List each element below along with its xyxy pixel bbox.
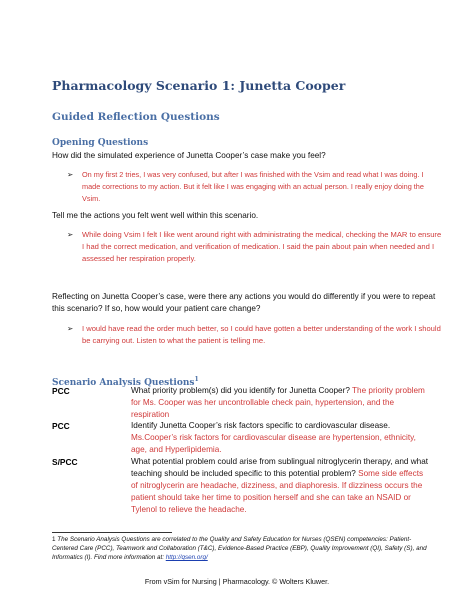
answer-1: On my first 2 tries, I was very confused, but after I was finished with the Vsim and read what I was doing. I made corrections to my action. But it felt like I was engaging with an actual person. I really enjoy doing the Vsim. [82,170,424,203]
scenario-analysis-heading: Scenario Analysis Questions$^1$ [52,376,199,388]
footnote: 1 The Scenario Analysis Questions are correlated to the Quality and Safety Education for Nurses (QSEN) competencies: Patient-Centered Care (PCC), Teamwork and Collaboration (T&C), Evidence-Based Practice (EBP), Quality Improvement (QI), Safety (S), and Informatics (I). Find more information at: http://qsen.org/ [52,536,427,561]
page-title: Pharmacology Scenario 1: Junetta Cooper [52,78,346,93]
row-label: S/PCC [52,457,78,467]
page-subtitle: Guided Reflection Questions [52,111,220,123]
row-text [131,385,431,421]
footnote-divider [52,532,172,533]
arrow-bullet-icon: ➢ [67,230,74,239]
row-label: PCC [52,421,70,431]
answer-3: I would have read the order much better, so I could have gotten a better understanding of the work I should be carrying out. Listen to what the patient is telling me. [82,324,441,345]
row-answer: The priority problem for Ms. Cooper was her uncontrollable check pain, hypertension, and the respiration [131,386,425,419]
opening-question-3: Reflecting on Junetta Cooper’s case, were there any actions you would do differently if you were to repeat this scenario? If so, how would your patient care change? [52,292,436,313]
answer-2: While doing Vsim I felt I like went around right with administrating the medical, checking the MAR to ensure I had the correct medication, and verification of medication. I said the pain about pain when needed and I assessed her respiration properly. [82,230,442,263]
row-label: PCC [52,386,70,396]
qsen-link[interactable]: http://qsen.org/ [165,554,208,561]
page-footer: From vSim for Nursing | Pharmacology. © Wolters Kluwer. [144,577,330,586]
opening-question-1: How did the simulated experience of Junetta Cooper’s case make you feel? [52,151,326,160]
row-answer: Ms.Cooper’s risk factors for cardiovascular disease are hypertension, ethnicity, age, and Hyperlipidemia. [131,433,416,454]
row-text [131,456,431,516]
row-question: What priority problem(s) did you identify for Junetta Cooper? [131,386,350,395]
arrow-bullet-icon: ➢ [67,170,74,179]
row-answer: Some side effects of nitroglycerin are headache, dizziness, and diaphoresis. If dizziness occurs the patient should take her time to position herself and she can take an NSAID or Tylenol to relieve the headache. [131,469,424,514]
opening-question-2: Tell me the actions you felt went well within this scenario. [52,211,259,220]
row-question: Identify Junetta Cooper’s risk factors specific to cardiovascular disease. [131,421,391,430]
arrow-bullet-icon: ➢ [67,324,74,333]
opening-questions-heading: Opening Questions [52,138,149,148]
row-question: What potential problem could arise from sublingual nitroglycerin therapy, and what teaching should be included specific to this potential problem? [131,457,429,478]
row-text [131,420,431,456]
